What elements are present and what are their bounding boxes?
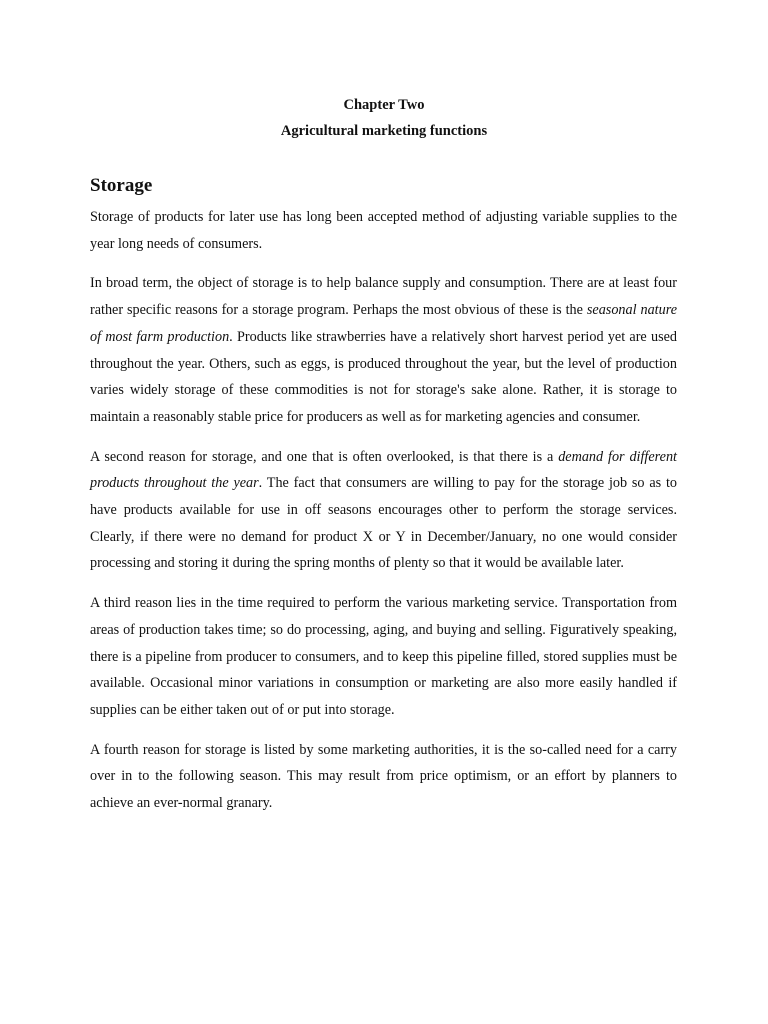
paragraph-text: . The fact that consumers are willing to pay for the storage job so as to have products available for use in off seasons encourages other to perform the storage services. Clearly, if there were no demand for product X or Y in December/January, no one would consider processing and storing it during the spring months of plenty so that it would be available later. [90,475,677,572]
paragraph-text: A second reason for storage, and one that is often overlooked, is that there is a [90,448,559,465]
paragraph-text: A third reason lies in the time required to perform the various marketing service. Transportation from areas of production takes time; so do processing, aging, and buying and selling. Figuratively speaking, there is a pipeline from producer to consumers, and to keep this pipeline filled, stored supplies must be available. Occasional minor variations in consumption or marketing are also more easily handled if supplies can be either taken out of or put into storage. [90,595,677,718]
paragraph-2 [90,270,677,430]
emphasis-text: seasonal nature of most farm production [90,302,678,345]
paragraph-text: A fourth reason for storage is listed by some marketing authorities, it is the so-called need for a carry over in to the following season. This may result from price optimism, or an effort by planners to achieve an ever-normal granary. [90,741,677,812]
paragraph-1 [90,204,677,257]
chapter-number: Chapter Two [343,97,425,113]
paragraph-5 [90,737,677,817]
chapter-heading [0,92,768,144]
paragraph-text: Storage of products for later use has long been accepted method of adjusting variable supplies to the year long needs of consumers. [90,209,677,252]
paragraph-3 [90,444,677,578]
section-title: Storage [90,175,153,196]
paragraph-text: In broad term, the object of storage is to help balance supply and consumption. There are at least four rather specific reasons for a storage program. Perhaps the most obvious of these is the [90,275,677,319]
paragraph-text: . Products like strawberries have a relatively short harvest period yet are used throughout the year. Others, such as eggs, is produced throughout the year, but the level of production varies widely storage of these commodities is not for storage's sake alone. Rather, it is storage to maintain a reasonably stable price for producers as well as for marketing agencies and consumer. [90,328,677,425]
body-text [90,204,677,830]
paragraph-4 [90,590,677,724]
chapter-title: Agricultural marketing functions [280,123,488,139]
emphasis-text: demand for different products throughout the year [90,448,677,492]
